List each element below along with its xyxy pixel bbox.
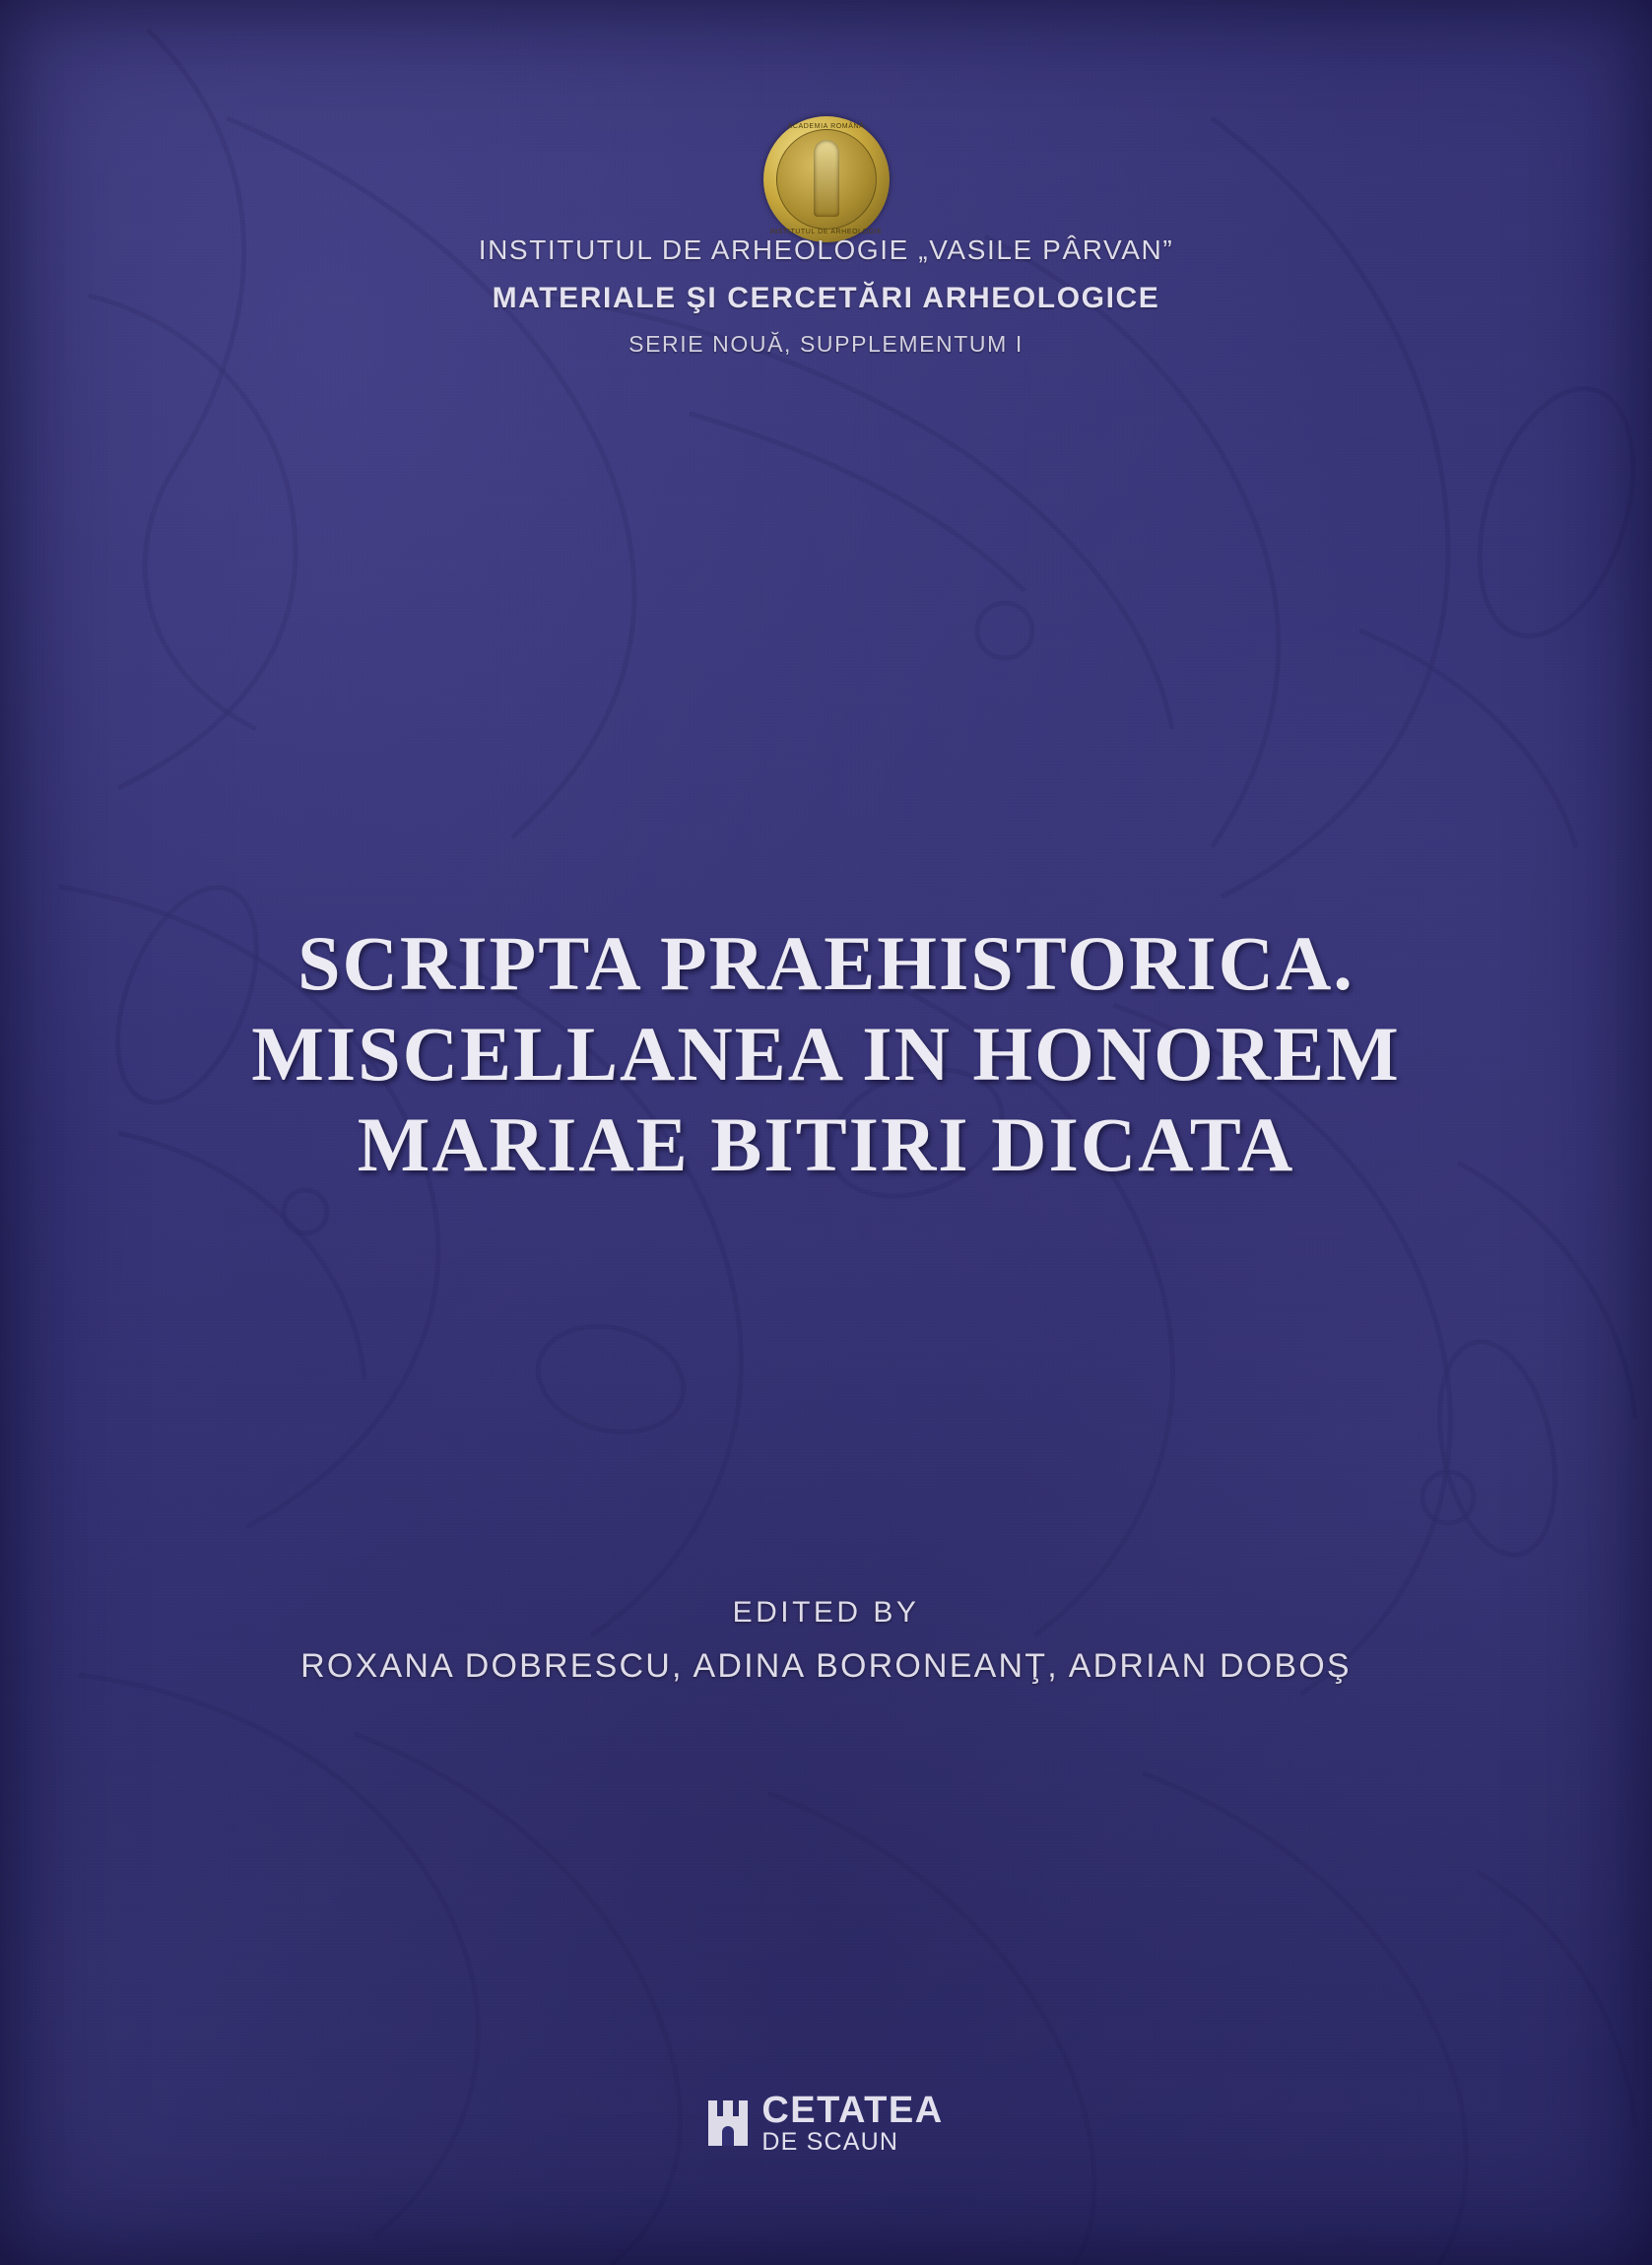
book-title-line-1: SCRIPTA PRAEHISTORICA.	[297, 920, 1355, 1007]
editors-block	[0, 1596, 1652, 1686]
book-title-line-3: MARIAE BITIRI DICATA	[357, 1101, 1295, 1188]
book-title	[0, 918, 1652, 1190]
edited-by-label: EDITED BY	[732, 1596, 920, 1629]
seal-bottom-text: INSTITUTUL DE ARHEOLOGIE	[769, 229, 883, 235]
series-title: MATERIALE ŞI CERCETĂRI ARHEOLOGICE	[492, 282, 1160, 314]
seal-top-text: ACADEMIA ROMÂNĂ	[787, 123, 865, 130]
institute-name: INSTITUTUL DE ARHEOLOGIE „VASILE PÂRVAN”	[478, 234, 1174, 265]
header-block	[0, 234, 1652, 358]
academia-romana-seal-icon	[763, 116, 890, 242]
editor-names: ROXANA DOBRESCU, ADINA BORONEANŢ, ADRIAN DOBOŞ	[300, 1647, 1352, 1685]
battlement-icon	[708, 2100, 748, 2146]
publisher-logo	[0, 2089, 1652, 2156]
series-subtitle: SERIE NOUĂ, SUPPLEMENTUM I	[628, 331, 1024, 357]
book-title-line-2: MISCELLANEA IN HONOREM	[251, 1011, 1401, 1098]
publisher-subtitle: DE SCAUN	[761, 2127, 899, 2156]
publisher-name: CETATEA	[761, 2089, 944, 2131]
